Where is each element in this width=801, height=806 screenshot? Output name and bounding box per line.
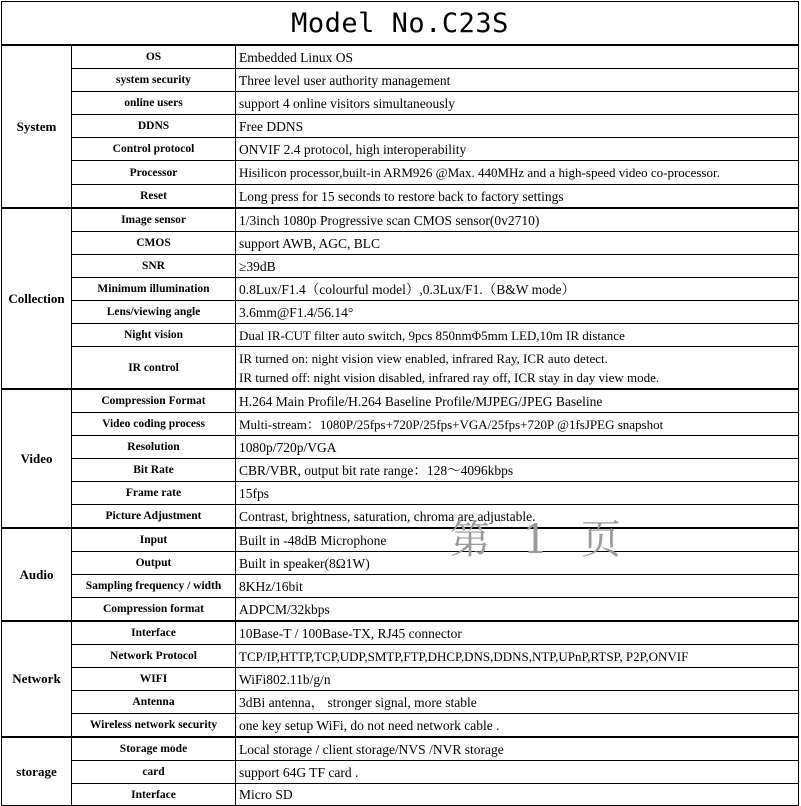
table-row (2, 552, 799, 575)
spec-label: Bit Rate (72, 459, 236, 482)
spec-label: Control protocol (72, 138, 236, 161)
spec-label: Storage mode (72, 737, 236, 761)
table-row (2, 598, 799, 622)
spec-value (236, 347, 799, 390)
spec-value: 10Base-T / 100Base-TX, RJ45 connector (236, 621, 799, 645)
table-row (2, 482, 799, 505)
spec-value: Local storage / client storage/NVS /NVR storage (236, 737, 799, 761)
spec-value: Long press for 15 seconds to restore back to factory settings (236, 185, 799, 209)
spec-value: WiFi802.11b/g/n (236, 668, 799, 691)
table-row (2, 347, 799, 390)
spec-label: card (72, 761, 236, 784)
spec-value: ≥39dB (236, 255, 799, 278)
table-row (2, 459, 799, 482)
group-network: Network (2, 621, 72, 737)
spec-label: Lens/viewing angle (72, 301, 236, 324)
spec-value-line: IR turned off: night vision disabled, infrared ray off, ICR stay in day view mode. (239, 369, 660, 385)
table-row (2, 714, 799, 738)
spec-label: Input (72, 528, 236, 552)
table-row (2, 413, 799, 436)
spec-value: 1/3inch 1080p Progressive scan CMOS sensor(0v2710) (236, 208, 799, 232)
spec-value: ONVIF 2.4 protocol, high interoperability (236, 138, 799, 161)
group-video: Video (2, 389, 72, 528)
table-row (2, 737, 799, 761)
spec-label: online users (72, 92, 236, 115)
table-row (2, 185, 799, 209)
spec-label: Frame rate (72, 482, 236, 505)
spec-value: Three level user authority management (236, 69, 799, 92)
page-watermark: 第 1 页 (450, 517, 631, 563)
spec-value-line: IR turned on: night vision view enabled, infrared Ray, ICR auto detect. (239, 350, 608, 366)
table-row (2, 389, 799, 413)
group-audio: Audio (2, 528, 72, 621)
spec-label: Image sensor (72, 208, 236, 232)
spec-value: Dual IR-CUT filter auto switch, 9pcs 850nmΦ5mm LED,10m IR distance (236, 324, 799, 347)
table-row (2, 784, 799, 806)
table-row (2, 45, 799, 69)
group-storage: storage (2, 737, 72, 806)
table-row (2, 138, 799, 161)
table-row (2, 691, 799, 714)
spec-value: Micro SD (236, 784, 799, 806)
spec-value: TCP/IP,HTTP,TCP,UDP,SMTP,FTP,DHCP,DNS,DDNS,NTP,UPnP,RTSP, P2P,ONVIF (236, 645, 799, 668)
spec-value: one key setup WiFi, do not need network cable . (236, 714, 799, 738)
table-row (2, 505, 799, 529)
spec-value: Hisilicon processor,built-in ARM926 @Max. 440MHz and a high-speed video co-processor. (236, 161, 799, 185)
spec-value: 0.8Lux/F1.4（colourful model）,0.3Lux/F1.（B&W mode） (236, 278, 799, 301)
spec-label: Resolution (72, 436, 236, 459)
spec-label: OS (72, 45, 236, 69)
spec-label: Compression format (72, 598, 236, 622)
spec-value: support AWB, AGC, BLC (236, 232, 799, 255)
spec-label: Video coding process (72, 413, 236, 436)
table-row (2, 528, 799, 552)
spec-label: IR control (72, 347, 236, 390)
spec-label: system security (72, 69, 236, 92)
spec-label: Wireless network security (72, 714, 236, 738)
table-row (2, 761, 799, 784)
spec-label: Minimum illumination (72, 278, 236, 301)
spec-label: SNR (72, 255, 236, 278)
spec-value: Multi-stream：1080P/25fps+720P/25fps+VGA/25fps+720P @1fsJPEG snapshot (236, 413, 799, 436)
spec-label: Reset (72, 185, 236, 209)
spec-value: CBR/VBR, output bit rate range：128～4096kbps (236, 459, 799, 482)
table-row (2, 436, 799, 459)
spec-value: Built in -48dB Microphone (236, 528, 799, 552)
spec-value: 3.6mm@F1.4/56.14° (236, 301, 799, 324)
spec-label: Network Protocol (72, 645, 236, 668)
table-row (2, 255, 799, 278)
spec-value: support 4 online visitors simultaneously (236, 92, 799, 115)
spec-value: H.264 Main Profile/H.264 Baseline Profile/MJPEG/JPEG Baseline (236, 389, 799, 413)
spec-table (1, 1, 799, 806)
spec-value: Contrast, brightness, saturation, chroma are adjustable. (236, 505, 799, 529)
group-system: System (2, 45, 72, 208)
spec-value: 8KHz/16bit (236, 575, 799, 598)
spec-value: ADPCM/32kbps (236, 598, 799, 622)
table-row (2, 232, 799, 255)
table-row (2, 92, 799, 115)
spec-label: Output (72, 552, 236, 575)
table-row (2, 115, 799, 138)
table-row (2, 575, 799, 598)
table-row (2, 668, 799, 691)
table-row (2, 324, 799, 347)
spec-value: 15fps (236, 482, 799, 505)
table-row (2, 161, 799, 185)
spec-label: Compression Format (72, 389, 236, 413)
spec-label: CMOS (72, 232, 236, 255)
spec-label: DDNS (72, 115, 236, 138)
table-row (2, 645, 799, 668)
spec-label: Interface (72, 784, 236, 806)
spec-value: 3dBi antenna， stronger signal, more stable (236, 691, 799, 714)
spec-value: Built in speaker(8Ω1W) (236, 552, 799, 575)
spec-value: support 64G TF card . (236, 761, 799, 784)
spec-label: Processor (72, 161, 236, 185)
table-row (2, 69, 799, 92)
spec-label: WIFI (72, 668, 236, 691)
model-title: Model No.C23S (2, 2, 799, 46)
group-collection: Collection (2, 208, 72, 389)
spec-label: Antenna (72, 691, 236, 714)
spec-value: Embedded Linux OS (236, 45, 799, 69)
table-row (2, 278, 799, 301)
table-row (2, 621, 799, 645)
spec-value: 1080p/720p/VGA (236, 436, 799, 459)
spec-value: Free DDNS (236, 115, 799, 138)
spec-label: Interface (72, 621, 236, 645)
table-row (2, 301, 799, 324)
spec-label: Night vision (72, 324, 236, 347)
spec-label: Picture Adjustment (72, 505, 236, 529)
spec-label: Sampling frequency / width (72, 575, 236, 598)
table-row (2, 208, 799, 232)
